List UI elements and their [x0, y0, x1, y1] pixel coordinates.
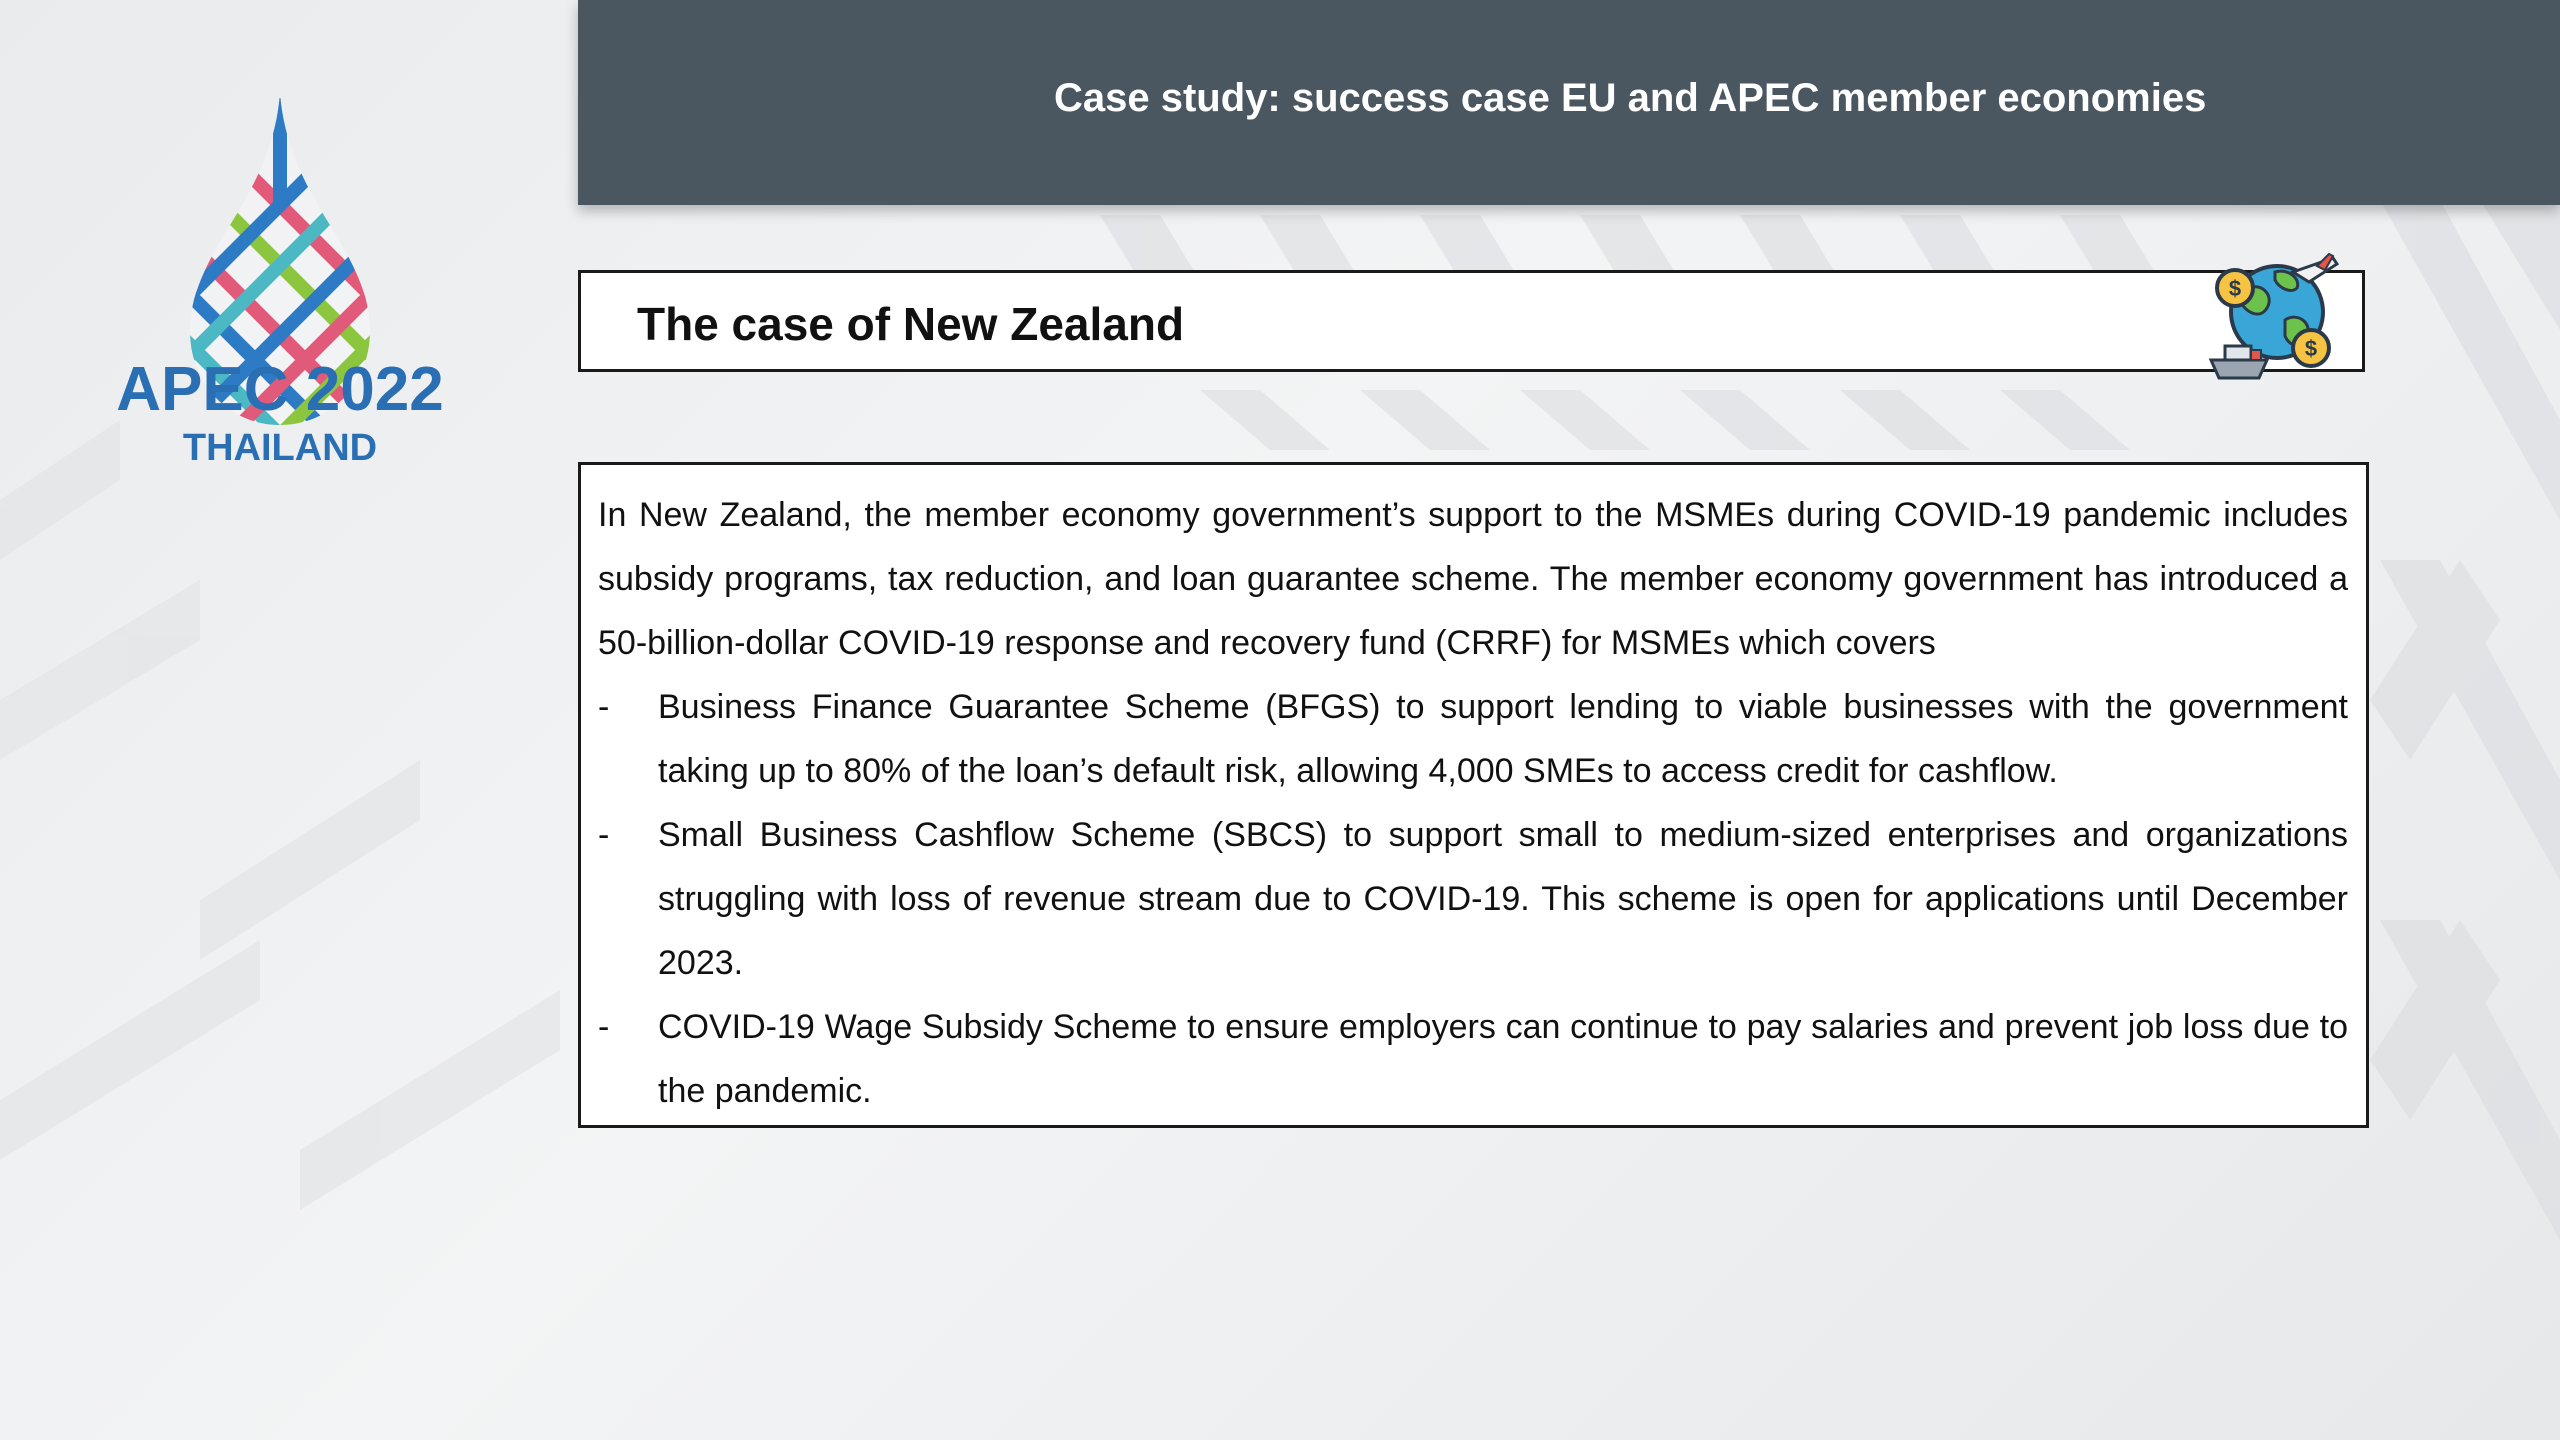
- bullet-item-wage-subsidy: [598, 995, 2348, 1123]
- bullet-dash: -: [598, 688, 610, 726]
- logo-line-1: APEC 2022: [116, 355, 444, 424]
- header-bar: [578, 0, 2560, 205]
- section-title: The case of New Zealand: [637, 298, 1185, 350]
- bullet-text-sbcs: Small Business Cashflow Scheme (SBCS) to support small to medium-sized enterprises and organizations struggling with loss of revenue stream due to COVID-19. This scheme is open for applications until December 2023.: [658, 816, 2348, 982]
- bullet-item-sbcs: [598, 803, 2348, 995]
- bullet-list: [598, 675, 2348, 1123]
- content-box: [578, 462, 2369, 1128]
- logo-line-2: THAILAND: [182, 427, 378, 469]
- svg-text:$: $: [2228, 276, 2242, 301]
- header-title: Case study: success case EU and APEC member economies: [1054, 76, 2207, 120]
- bullet-item-bfgs: [598, 675, 2348, 803]
- bullet-text-bfgs: Business Finance Guarantee Scheme (BFGS) to support lending to viable businesses with the government taking up to 80% of the loan’s default risk, allowing 4,000 SMEs to access credit for cashflow.: [658, 688, 2348, 790]
- bullet-text-wage-subsidy: COVID-19 Wage Subsidy Scheme to ensure employers can continue to pay salaries and prevent job loss due to the pandemic.: [658, 1008, 2348, 1110]
- apec-woven-drop-icon: [90, 85, 470, 485]
- apec-logo: [90, 85, 470, 485]
- bullet-dash: -: [598, 816, 610, 854]
- intro-paragraph: In New Zealand, the member economy government’s support to the MSMEs during COVID-19 pandemic includes subsidy programs, tax reduction, and loan guarantee scheme. The member economy government has introduced a 50-billion-dollar COVID-19 response and recovery fund (CRRF) for MSMEs which covers: [598, 496, 2348, 662]
- globe-money-trade-icon: [2205, 250, 2345, 390]
- svg-text:$: $: [2304, 336, 2318, 361]
- section-title-box: [578, 270, 2365, 372]
- bullet-dash: -: [598, 1008, 610, 1046]
